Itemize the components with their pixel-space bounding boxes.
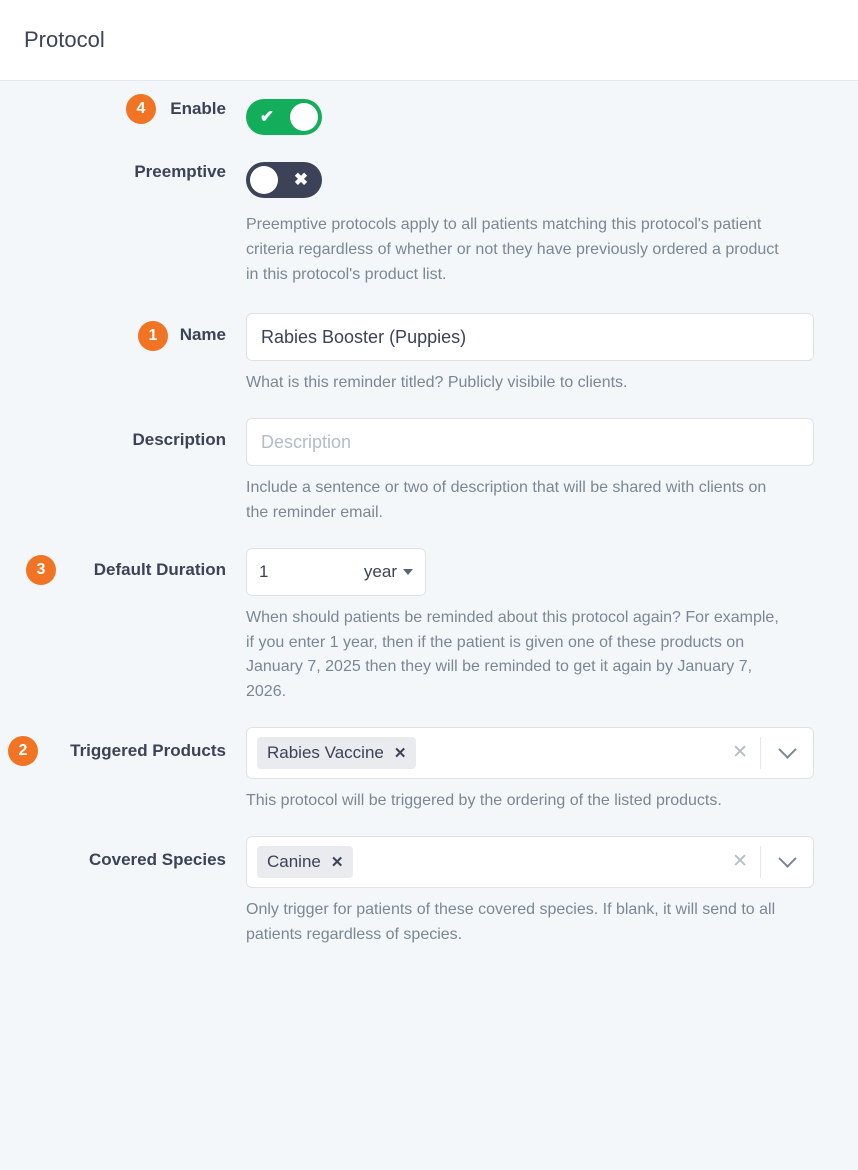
triggered-products-select[interactable] <box>246 727 814 779</box>
step-badge-4: 4 <box>126 94 156 124</box>
covered-species-select[interactable] <box>246 836 814 888</box>
page-header <box>0 0 858 81</box>
chip-item[interactable] <box>257 737 416 769</box>
field-covered-species <box>0 836 858 948</box>
enable-label: Enable <box>170 99 226 118</box>
clear-icon[interactable]: ✕ <box>732 742 748 764</box>
name-label: Name <box>179 325 226 345</box>
step-badge-2: 2 <box>8 736 38 766</box>
description-label: Description <box>132 430 226 450</box>
chip-label: Canine <box>267 851 321 871</box>
triggered-products-label: Triggered Products <box>70 740 226 760</box>
duration-unit[interactable]: year <box>363 561 397 581</box>
description-input[interactable] <box>246 418 814 466</box>
field-name <box>0 313 858 396</box>
description-helper-text: Include a sentence or two of description that will be shared with clients on the reminder email. <box>246 479 767 521</box>
triggered-products-helper-text: This protocol will be triggered by the ordering of the listed products. <box>246 791 722 809</box>
chevron-down-icon[interactable] <box>403 569 413 575</box>
description-field <box>246 418 858 526</box>
field-preemptive <box>0 162 858 287</box>
step-badge-3: 3 <box>26 555 56 585</box>
chevron-down-icon[interactable] <box>761 746 813 759</box>
enable-toggle[interactable] <box>246 99 322 135</box>
preemptive-label-col <box>0 162 246 182</box>
page-title: Protocol <box>24 27 105 52</box>
covered-species-helper-text: Only trigger for patients of these covered species. If blank, it will send to all patients regardless of species. <box>246 900 776 943</box>
chip-label: Rabies Vaccine <box>267 742 384 762</box>
preemptive-field <box>246 162 858 287</box>
chip-remove-icon[interactable]: ✕ <box>330 853 344 871</box>
duration-value[interactable]: 1 <box>259 561 269 581</box>
duration-label: Default Duration <box>93 559 226 579</box>
field-description <box>0 418 858 526</box>
duration-helper-text: When should patients be reminded about this protocol again? For example, if you enter 1 year, then if the patient is given one of these products on January 7, 2025 then they will be reminded to get it again by January 7, 2026. <box>246 608 779 701</box>
protocol-form <box>0 81 858 947</box>
covered-species-chips <box>257 846 720 878</box>
covered-species-label: Covered Species <box>88 849 226 869</box>
clear-icon[interactable]: ✕ <box>732 851 748 873</box>
step-badge-1: 1 <box>138 321 168 351</box>
preemptive-toggle[interactable] <box>246 162 322 198</box>
triggered-products-chips <box>257 737 720 769</box>
check-icon: ✔ <box>259 107 275 126</box>
toggle-knob <box>250 166 278 194</box>
toggle-knob <box>290 103 318 131</box>
duration-control[interactable] <box>246 548 426 596</box>
field-enable <box>0 99 858 140</box>
species-label-col <box>0 836 246 870</box>
name-input[interactable] <box>246 313 814 361</box>
name-field <box>246 313 858 396</box>
field-triggered-products <box>0 727 858 814</box>
chevron-down-icon[interactable] <box>761 855 813 868</box>
triggered-products-field <box>246 727 858 814</box>
name-helper-text: What is this reminder titled? Publicly visibile to clients. <box>246 374 628 392</box>
field-default-duration <box>0 548 858 705</box>
enable-label-col <box>0 99 246 119</box>
name-label-col <box>0 313 246 345</box>
chip-item[interactable] <box>257 846 353 878</box>
covered-species-field <box>246 836 858 948</box>
chip-remove-icon[interactable]: ✕ <box>393 744 407 762</box>
enable-field <box>246 99 858 140</box>
duration-field <box>246 548 858 705</box>
preemptive-helper-text: Preemptive protocols apply to all patients matching this protocol's patient criteria regardless of whether or not they have previously ordered a product in this protocol's product list. <box>246 216 779 283</box>
triggered-label-col <box>0 727 246 761</box>
close-icon: ✖ <box>293 170 309 189</box>
duration-label-col <box>0 548 246 580</box>
description-label-col <box>0 418 246 450</box>
preemptive-label: Preemptive <box>134 162 226 181</box>
